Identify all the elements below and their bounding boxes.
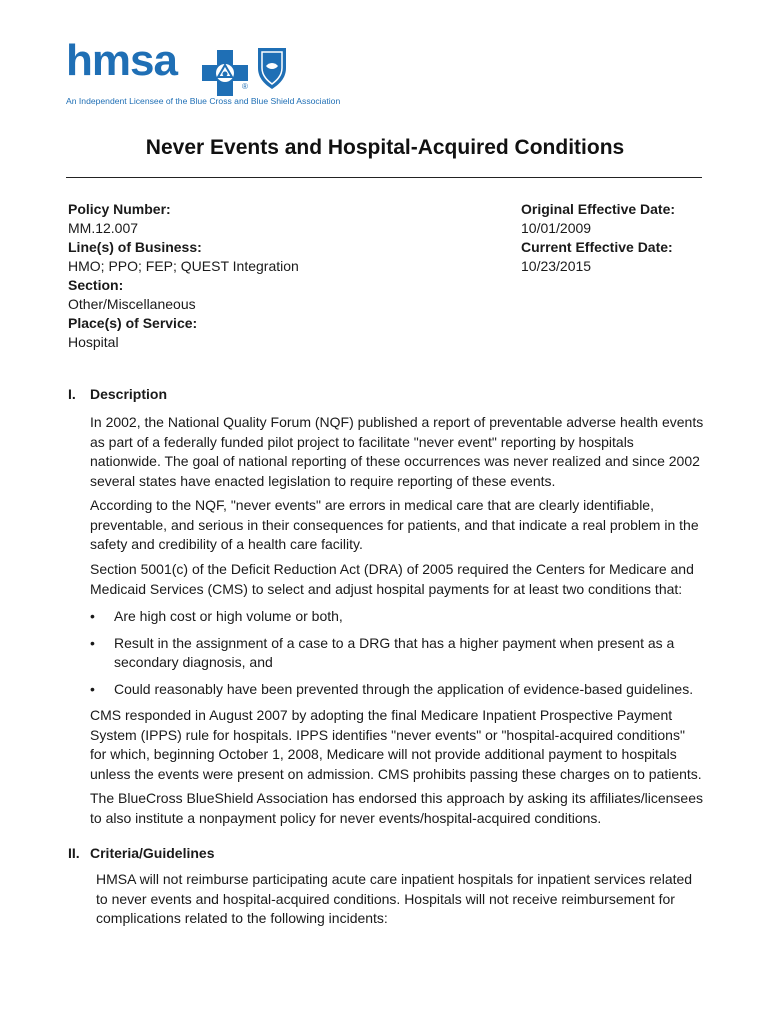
document-title: Never Events and Hospital-Acquired Conditions <box>145 136 625 159</box>
section-title: Description <box>90 386 168 402</box>
title-divider <box>66 177 702 178</box>
policy-number-value: MM.12.007 <box>68 220 139 236</box>
bullet-icon: • <box>90 634 95 651</box>
lines-of-business-label: Line(s) of Business: <box>68 239 202 255</box>
section-label: Section: <box>68 277 124 293</box>
section-number: II. <box>68 845 80 861</box>
places-of-service-value: Hospital <box>68 334 119 350</box>
paragraph: According to the NQF, "never events" are errors in medical care that are clearly identifiable, preventable, and serious in their consequences for patients, and that indicate a real problem in the safety and credibility of a health care facility. <box>90 497 699 552</box>
conditions-list <box>90 607 705 706</box>
paragraph: HMSA will not reimburse participating acute care inpatient hospitals for inpatient services related to never events and hospital-acquired conditions. Hospitals will not receive reimbursement for complications related to the following incidents: <box>96 871 693 926</box>
list-item <box>90 634 705 673</box>
list-item-text: Result in the assignment of a case to a DRG that has a higher payment when present as a secondary diagnosis, and <box>114 634 675 670</box>
bullet-icon: • <box>90 608 95 624</box>
logo-wordmark: hmsa <box>66 36 177 85</box>
paragraph: The BlueCross BlueShield Association has endorsed this approach by asking its affiliates/licensees to also institute a nonpayment policy for never events/hospital-acquired conditions. <box>90 790 703 826</box>
original-effective-date-label: Original Effective Date: <box>521 201 676 217</box>
blue-shield-icon <box>256 46 288 90</box>
bullet-icon: • <box>90 680 95 697</box>
paragraph: CMS responded in August 2007 by adopting the final Medicare Inpatient Prospective Payment System (IPPS) rule for hospitals. IPPS identifies "never events" or "hospital-acquired conditions" for which, beginning October 1, 2008, Medicare will not provide additional payment to hospitals unless the events were present on admission. CMS prohibits passing these charges on to patients. <box>90 707 702 782</box>
current-effective-date-label: Current Effective Date: <box>521 239 673 255</box>
section-heading-criteria <box>68 845 214 861</box>
paragraph: In 2002, the National Quality Forum (NQF) published a report of preventable adverse health events as part of a federally funded pilot project to facilitate "never event" reporting by hospitals nationwide. The goal of national reporting of these occurrences was never realized and since 2002 several states have enacted legislation to require reporting of these events. <box>90 414 704 489</box>
policy-meta-right <box>521 200 675 276</box>
registered-mark: ® <box>242 82 248 91</box>
lines-of-business-value: HMO; PPO; FEP; QUEST Integration <box>68 258 299 274</box>
section-value: Other/Miscellaneous <box>68 296 196 312</box>
hmsa-logo <box>66 36 341 110</box>
paragraph: Section 5001(c) of the Deficit Reduction Act (DRA) of 2005 required the Centers for Medicare and Medicaid Services (CMS) to select and adjust hospital payments for at least two conditions that: <box>90 561 694 597</box>
current-effective-date-value: 10/23/2015 <box>521 258 592 274</box>
places-of-service-label: Place(s) of Service: <box>68 315 198 331</box>
section-title: Criteria/Guidelines <box>90 845 215 861</box>
original-effective-date-value: 10/01/2009 <box>521 220 592 236</box>
section-heading-description <box>68 386 167 402</box>
list-item-text: Could reasonably have been prevented through the application of evidence-based guidelines. <box>114 680 694 697</box>
list-item <box>90 607 705 627</box>
section-number: I. <box>68 386 76 402</box>
policy-meta-left <box>68 200 299 352</box>
policy-number-label: Policy Number: <box>68 201 171 217</box>
list-item-text: Are high cost or high volume or both, <box>114 608 343 624</box>
list-item <box>90 680 705 700</box>
logo-tagline: An Independent Licensee of the Blue Cross and Blue Shield Association <box>66 96 341 106</box>
